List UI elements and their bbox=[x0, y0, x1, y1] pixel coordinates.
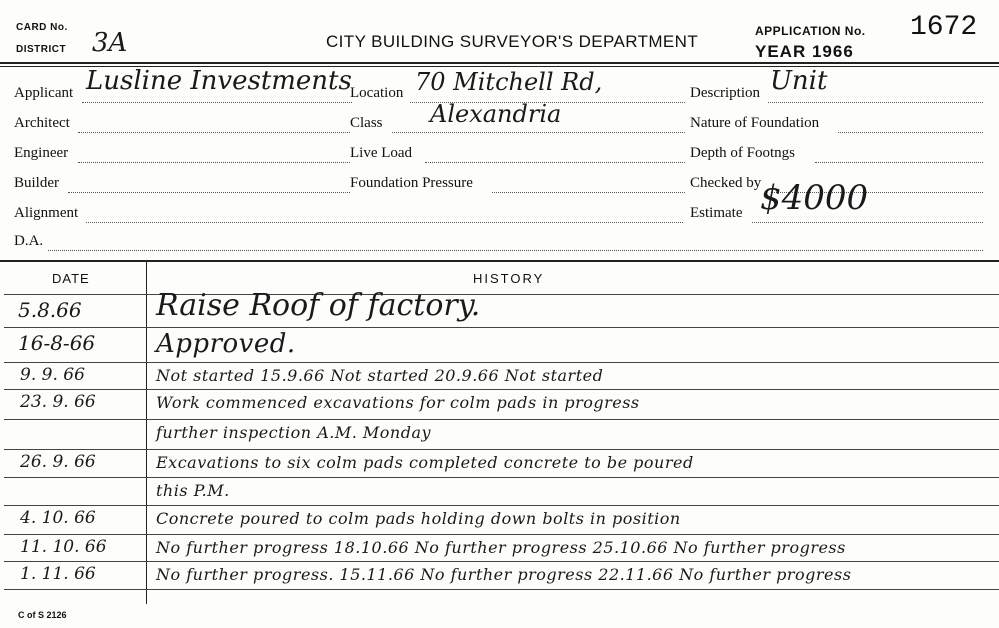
history-row-rule bbox=[4, 389, 999, 390]
history-row-text: No further progress. 15.11.66 No further progress 22.11.66 No further progress bbox=[156, 565, 852, 584]
district-value: 3A bbox=[92, 28, 128, 58]
da-line bbox=[48, 250, 983, 251]
date-column-header: DATE bbox=[52, 271, 90, 286]
history-row-rule bbox=[4, 419, 999, 420]
description-label: Description bbox=[690, 85, 760, 101]
application-no-label: APPLICATION No. bbox=[755, 24, 866, 38]
history-row-rule bbox=[4, 505, 999, 506]
history-row-text: Not started 15.9.66 Not started 20.9.66 Not started bbox=[156, 366, 604, 385]
description-value: Unit bbox=[770, 66, 828, 96]
alignment-line bbox=[86, 222, 683, 223]
depth-line bbox=[815, 162, 983, 163]
da-label: D.A. bbox=[14, 233, 44, 249]
history-column-header: HISTORY bbox=[473, 271, 545, 286]
applicant-label: Applicant bbox=[14, 85, 74, 101]
history-header-rule bbox=[4, 294, 999, 295]
history-row-text: this P.M. bbox=[156, 481, 230, 500]
history-row-rule bbox=[4, 362, 999, 363]
history-row-text: further inspection A.M. Monday bbox=[156, 423, 432, 442]
history-row-rule bbox=[4, 561, 999, 562]
builder-line bbox=[68, 192, 350, 193]
card-no-label: CARD No. bbox=[16, 22, 68, 33]
year-label: YEAR 1966 bbox=[755, 42, 854, 61]
engineer-label: Engineer bbox=[14, 145, 69, 161]
history-row-date: 5.8.66 bbox=[18, 298, 82, 322]
nature-line bbox=[838, 132, 983, 133]
foundation-pressure-line bbox=[492, 192, 685, 193]
class-line bbox=[392, 132, 685, 133]
history-row-text: Concrete poured to colm pads holding down bolts in position bbox=[156, 509, 681, 528]
date-column-divider bbox=[146, 262, 147, 604]
location-label: Location bbox=[350, 85, 404, 101]
applicant-line bbox=[82, 102, 352, 103]
history-row-text: Approved. bbox=[156, 329, 296, 359]
history-row-text: Excavations to six colm pads completed concrete to be poured bbox=[156, 453, 694, 472]
checked-by-label: Checked by bbox=[690, 175, 762, 191]
location-value: 70 Mitchell Rd, bbox=[415, 68, 603, 96]
district-label: DISTRICT bbox=[16, 44, 67, 55]
estimate-value: $4000 bbox=[760, 178, 869, 218]
history-row-text: Raise Roof of factory. bbox=[156, 288, 481, 323]
form-code: C of S 2126 bbox=[18, 610, 67, 620]
estimate-label: Estimate bbox=[690, 205, 743, 221]
estimate-line bbox=[752, 222, 983, 223]
builder-label: Builder bbox=[14, 175, 59, 191]
history-row-date: 1. 11. 66 bbox=[20, 564, 96, 584]
history-row-date: 16-8-66 bbox=[18, 331, 96, 355]
history-row-date: 23. 9. 66 bbox=[20, 392, 96, 412]
live-load-line bbox=[425, 162, 685, 163]
nature-of-foundation-label: Nature of Foundation bbox=[690, 115, 820, 131]
history-row-date: 4. 10. 66 bbox=[20, 508, 96, 528]
history-row-rule bbox=[4, 327, 999, 328]
department-title: CITY BUILDING SURVEYOR'S DEPARTMENT bbox=[326, 32, 699, 51]
history-row-text: Work commenced excavations for colm pads in progress bbox=[156, 393, 640, 412]
header-rule bbox=[0, 62, 999, 64]
depth-of-footings-label: Depth of Footngs bbox=[690, 145, 795, 161]
architect-label: Architect bbox=[14, 115, 70, 131]
history-row-rule bbox=[4, 534, 999, 535]
history-row-text: No further progress 18.10.66 No further progress 25.10.66 No further progress bbox=[156, 538, 846, 557]
history-row-rule bbox=[4, 449, 999, 450]
live-load-label: Live Load bbox=[350, 145, 413, 161]
application-no-value: 1672 bbox=[910, 12, 978, 43]
class-value: Alexandria bbox=[430, 100, 562, 128]
applicant-value: Lusline Investments bbox=[86, 66, 352, 96]
history-row-rule bbox=[4, 589, 999, 590]
history-row-date: 9. 9. 66 bbox=[20, 365, 85, 385]
architect-line bbox=[78, 132, 350, 133]
class-label: Class bbox=[350, 115, 383, 131]
history-top-rule bbox=[0, 260, 999, 262]
engineer-line bbox=[78, 162, 350, 163]
history-row-rule bbox=[4, 477, 999, 478]
alignment-label: Alignment bbox=[14, 205, 79, 221]
foundation-pressure-label: Foundation Pressure bbox=[350, 175, 473, 191]
description-line bbox=[768, 102, 983, 103]
history-row-date: 26. 9. 66 bbox=[20, 452, 96, 472]
history-row-date: 11. 10. 66 bbox=[20, 537, 107, 557]
